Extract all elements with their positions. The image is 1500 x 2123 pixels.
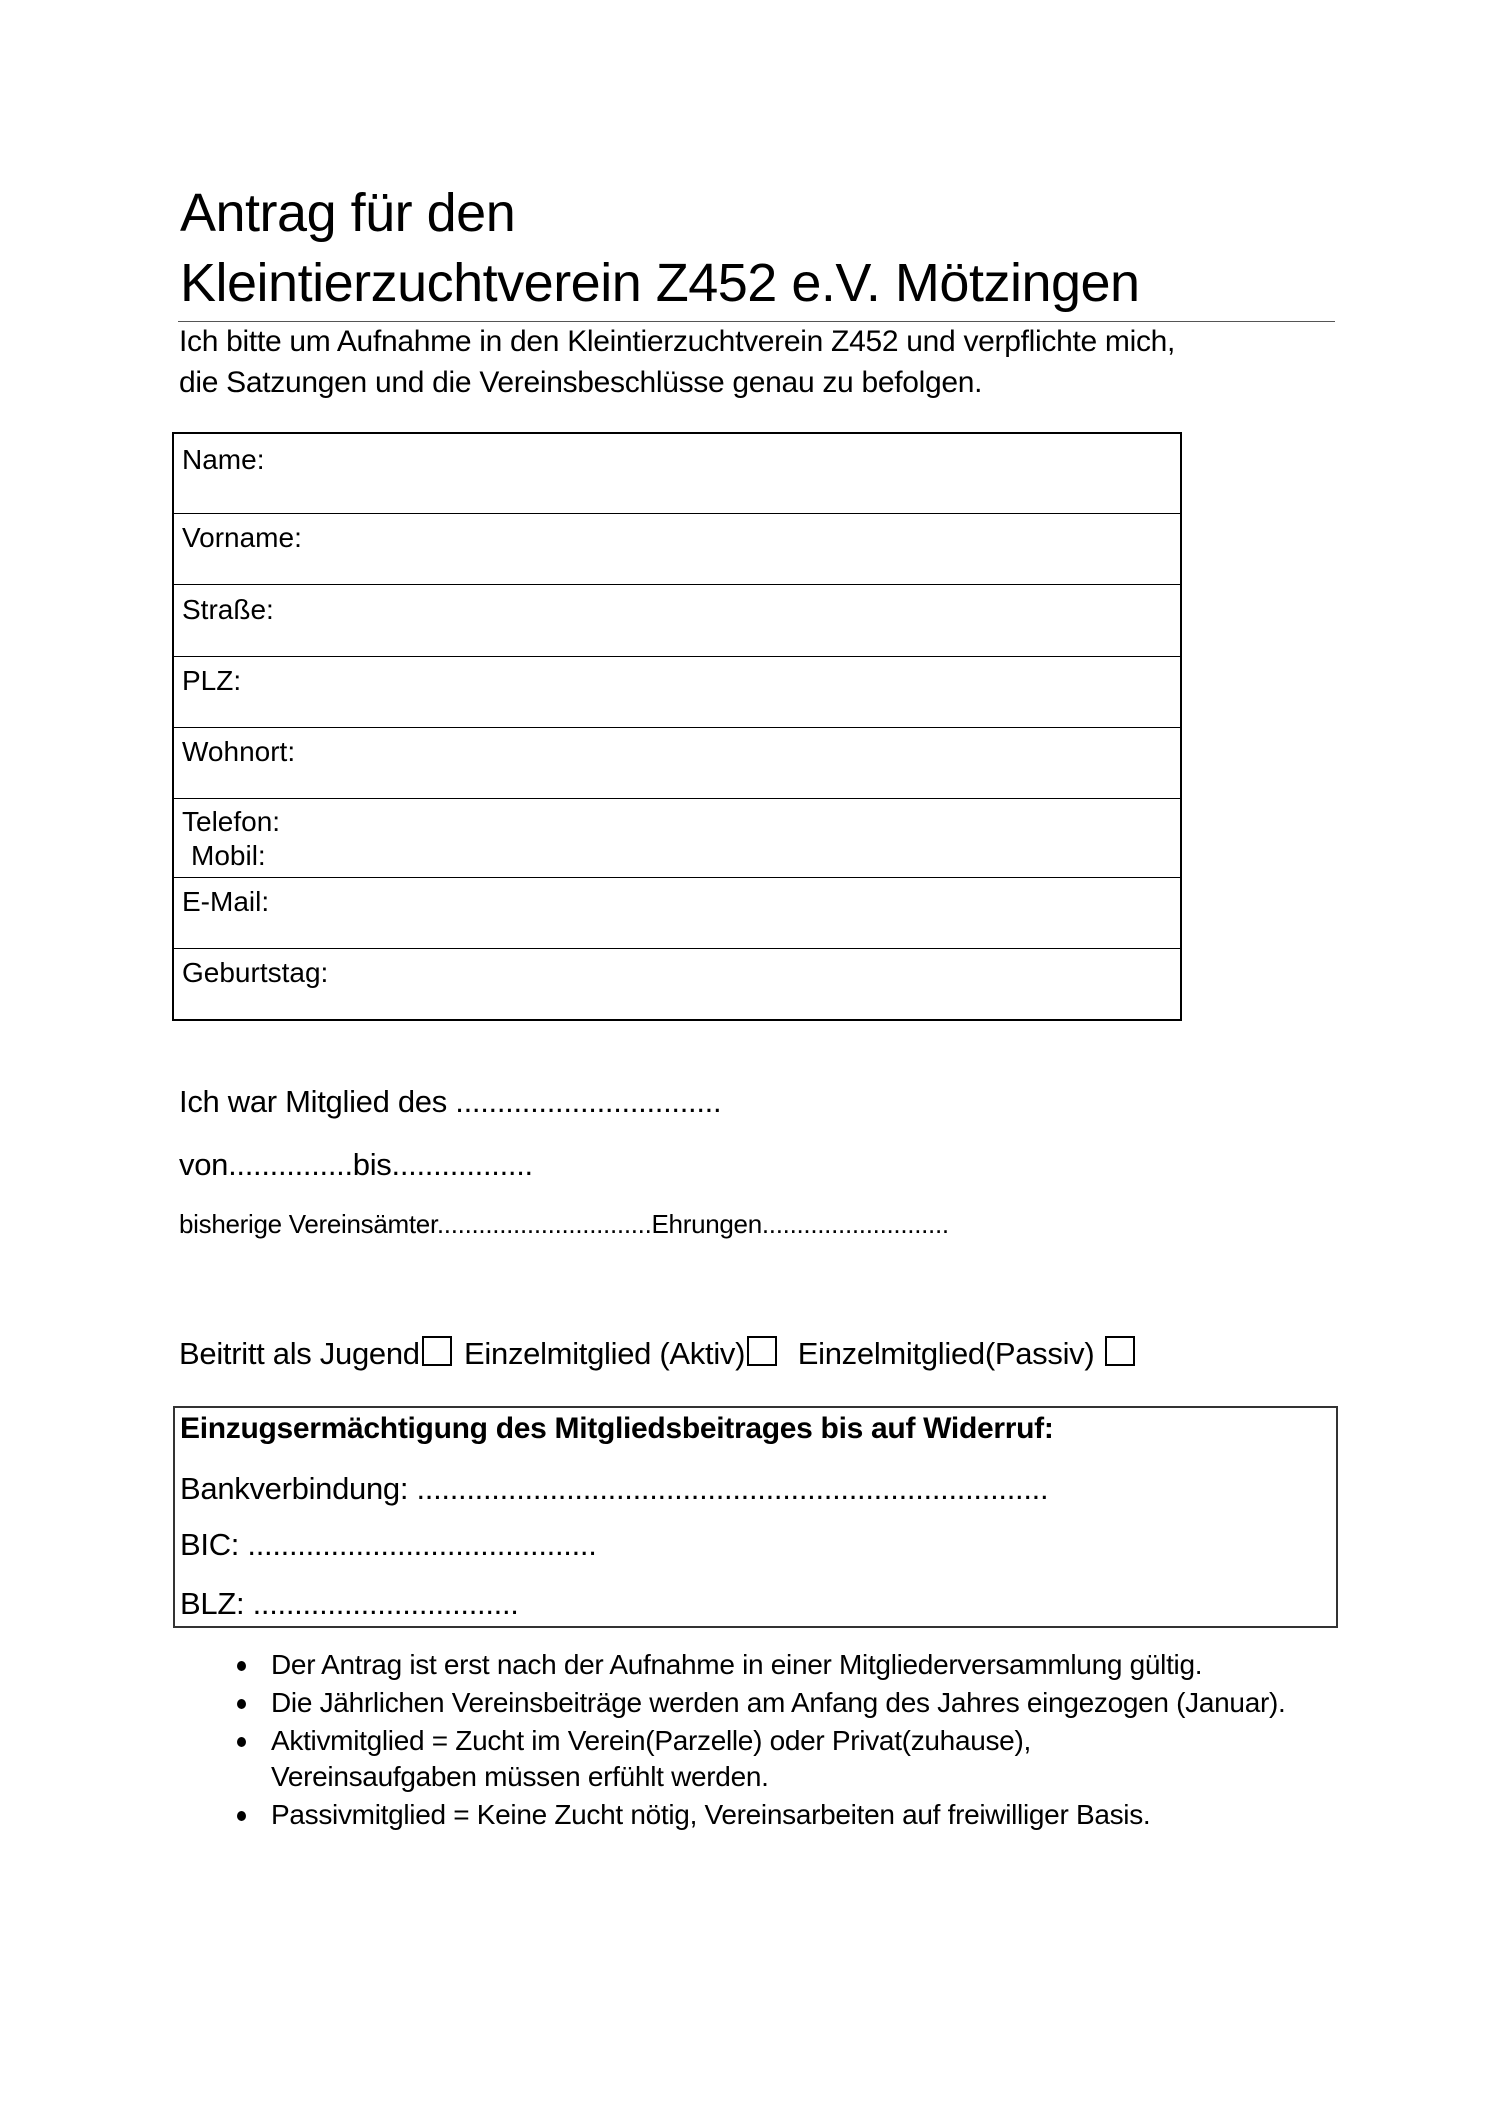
field-label: Telefon:: [182, 806, 281, 837]
bullet-icon: [237, 1699, 246, 1709]
field-telefon[interactable]: [174, 799, 1180, 878]
bic-line[interactable]: BIC: ..........................................: [180, 1527, 597, 1562]
field-label: Wohnort:: [182, 736, 296, 767]
checkbox-active[interactable]: [747, 1336, 777, 1366]
note-text: Aktivmitglied = Zucht im Verein(Parzelle) oder Privat(zuhause), Vereinsaufgaben müssen erfühlt werden.: [271, 1725, 1031, 1792]
offices-honors-line[interactable]: bisherige Vereinsämter...............................Ehrungen...........................: [179, 1209, 949, 1239]
notes-list: [237, 1647, 1337, 1835]
field-label: Vorname:: [182, 522, 302, 553]
field-email[interactable]: [174, 878, 1180, 949]
title-line-1: Antrag für den: [180, 183, 516, 243]
blz-line[interactable]: BLZ: ................................: [180, 1586, 519, 1621]
bullet-icon: [237, 1737, 246, 1747]
bank-connection-line[interactable]: Bankverbindung: ............................................................................: [180, 1471, 1049, 1506]
field-label: Straße:: [182, 594, 274, 625]
note-text: Die Jährlichen Vereinsbeiträge werden am Anfang des Jahres eingezogen (Januar).: [271, 1687, 1286, 1718]
bullet-icon: [237, 1661, 246, 1671]
direct-debit-box: [173, 1406, 1338, 1628]
field-name[interactable]: [174, 434, 1180, 514]
intro-line-2: die Satzungen und die Vereinsbeschlüsse genau zu befolgen.: [179, 366, 983, 399]
direct-debit-heading: Einzugsermächtigung des Mitgliedsbeitrages bis auf Widerruf:: [180, 1412, 1054, 1445]
previous-membership-line[interactable]: Ich war Mitglied des ................................: [179, 1084, 722, 1119]
option-passive-label: Einzelmitglied(Passiv): [797, 1336, 1095, 1371]
note-item: [237, 1723, 1171, 1795]
note-text: Passivmitglied = Keine Zucht nötig, Vereinsarbeiten auf freiwilliger Basis.: [271, 1799, 1151, 1830]
personal-data-table: [172, 432, 1182, 1021]
intro-line-1: Ich bitte um Aufnahme in den Kleintierzuchtverein Z452 und verpflichte mich,: [179, 325, 1176, 358]
field-label: E-Mail:: [182, 886, 270, 917]
field-geburtstag[interactable]: [174, 949, 1180, 1019]
field-label: Geburtstag:: [182, 957, 329, 988]
field-label: Name:: [182, 444, 265, 475]
field-label: PLZ:: [182, 665, 242, 696]
field-strasse[interactable]: [174, 586, 1180, 657]
note-item: [237, 1797, 1337, 1833]
field-label-mobil: Mobil:: [191, 840, 266, 871]
join-prefix-label: Beitritt als Jugend: [179, 1336, 420, 1371]
bullet-icon: [237, 1811, 246, 1821]
checkbox-passive[interactable]: [1105, 1336, 1135, 1366]
note-text: Der Antrag ist erst nach der Aufnahme in einer Mitgliederversammlung gültig.: [271, 1649, 1203, 1680]
note-item: [237, 1685, 1331, 1721]
checkbox-youth[interactable]: [422, 1336, 452, 1366]
membership-period-line[interactable]: von...............bis.................: [179, 1147, 533, 1182]
field-plz[interactable]: [174, 657, 1180, 728]
field-vorname[interactable]: [174, 514, 1180, 585]
membership-type-row: [179, 1336, 1139, 1372]
field-wohnort[interactable]: [174, 728, 1180, 799]
title-line-2: Kleintierzuchtverein Z452 e.V. Mötzingen: [180, 253, 1140, 313]
option-active-label: Einzelmitglied (Aktiv): [464, 1336, 746, 1371]
note-item: [237, 1647, 1337, 1683]
